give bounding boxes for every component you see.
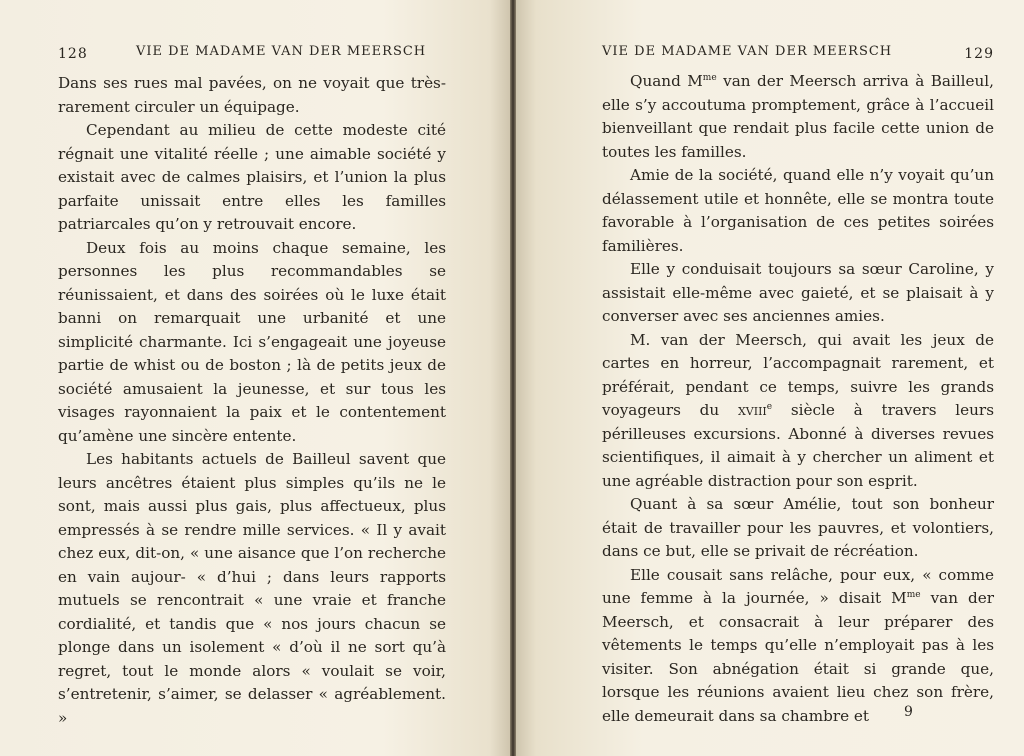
left-running-head: VIE DE MADAME VAN DER MEERSCH (136, 44, 427, 59)
paragraph: Amie de la société, quand elle n’y voyait qu’un délassement utile et honnête, elle se montra toute favorable à l’organisation de ces petites soirées familières. (602, 166, 994, 255)
paragraph: Quant à sa sœur Amélie, tout son bonheur était de travailler pour les pauvres, et volontiers, dans ce but, elle se privait de récréation. (602, 495, 994, 560)
right-running-head: VIE DE MADAME VAN DER MEERSCH (602, 44, 893, 59)
paragraph: Cependant au milieu de cette modeste cité régnait une vitalité réelle ; une aimable société y existait avec de calmes plaisirs, et l’union la plus parfaite unissait entre elles les familles patriarcales qu’on y retrouvait encore. (58, 121, 446, 233)
paragraph: Dans ses rues mal pavées, on ne voyait que très-rarement circuler un équipage. (58, 74, 446, 116)
paragraph: Les habitants actuels de Bailleul savent que leurs ancêtres étaient plus simples qu’ils ne le sont, mais aussi plus gais, plus affectueux, plus empressés à se rendre mille services. « Il y avait chez eux, dit-on, « une aisance que l’on recherche en vain aujour- « d’hui ; dans leurs rapports mutuels se rencontrait « une vraie et franche cordialité, et tandis que « nos jours chacun se plonge dans un isolement « d’où il ne sort qu’à regret, tout le monde alors « voulait se voir, s’entretenir, s’aimer, se delasser « agréablement. » (58, 450, 446, 727)
right-page-text (602, 70, 994, 728)
right-page (516, 0, 1024, 756)
left-page (0, 0, 510, 756)
paragraph: Quand $M^{me}$ van der Meersch arriva à Bailleul, elle s’y accoutuma promptement, grâce à l’accueil bienveillant que rendait plus facile cette union de toutes les familles. (602, 72, 994, 161)
paragraph: Elle y conduisait toujours sa sœur Caroline, y assistait elle-même avec gaieté, et se plaisait à y converser avec ses anciennes amies. (602, 260, 994, 325)
paragraph: Deux fois au moins chaque semaine, les personnes les plus recommandables se réunissaient, et dans des soirées où le luxe était banni on remarquait une urbanité et une simplicité charmante. Ici s’engageait une joyeuse partie de whist ou de boston ; là de petits jeux de société amusaient la jeunesse, et sur tous les visages rayonnaient la paix et le contentement qu’amène une sincère entente. (58, 238, 446, 445)
paragraph: Elle cousait sans relâche, pour eux, « comme une femme à la journée, » disait $M^{me}$ van der Meersch, et consacrait à leur préparer des vêtements le temps qu’elle n’employait pas à les visiter. Son abnégation était si grande que, lorsque les réunions avaient lieu chez son frère, elle demeurait dans sa chambre et (602, 565, 995, 725)
paragraph: M. van der Meersch, qui avait les jeux de cartes en horreur, l’accompagnait rarement, et préférait, pendant ce temps, suivre les grands voyageurs du xviii$^e$ siècle à travers leurs périlleuses excursions. Abonné à diverses revues scientifiques, il aimait à y chercher un aliment et une agréable distraction pour son esprit. (602, 330, 994, 490)
right-page-number: 129 (964, 46, 994, 62)
signature-mark: 9 (904, 704, 913, 720)
left-page-text (58, 72, 446, 730)
left-page-number: 128 (58, 46, 88, 62)
